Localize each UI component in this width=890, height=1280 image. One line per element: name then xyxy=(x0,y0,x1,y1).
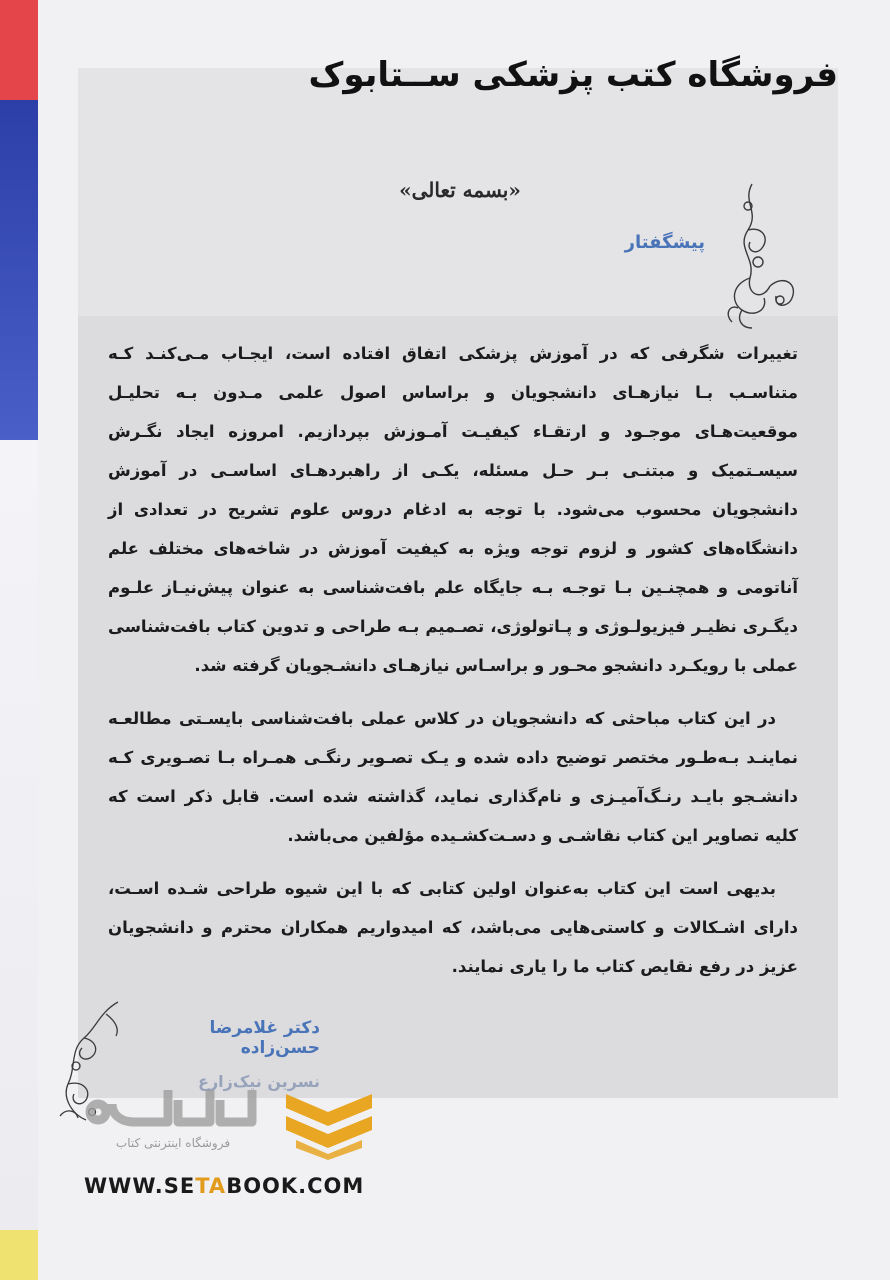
paragraph-1: تغییرات شگرفی که در آموزش پزشکی اتفاق افتاده است، ایجـاب مـی‌کنـد کـه متناسـب بـا نیازهـای دانشجویان و براساس اصول علمی مـدون بـه تحلیـل موقعیت‌هـای موجـود و ارتقـاء کیفیـت آمـوزش بپردازیم. امروزه ایجاد نگـرش سیسـتمیک و مبتنـی بـر حـل مسئله، یکـی از راهبردهـای اساسـی در آموزش دانشجویان محسوب می‌شود. با توجه به ادغام دروس علوم تشریح در تعدادی از دانشگاه‌های کشور و لزوم توجه ویژه به کیفیت آموزش در شاخه‌های مختلف علم آناتومی و همچنـین بـا توجـه بـه جایگاه علم بافت‌شناسی به عنوان پیش‌نیـاز علـوم دیگـری نظیـر فیزیولـوژی و پـاتولوژی، تصـمیم بـه طراحی و تدوین کتاب بافت‌شناسی عملی با رویکـرد دانشجو محـور و براسـاس نیازهـای دانشـجویان گرفته شد. xyxy=(108,344,798,675)
store-title: فروشگاه کتب پزشکی ســتابوک xyxy=(308,55,838,95)
spine-strip-pale xyxy=(0,440,38,1230)
floral-ornament-top-icon xyxy=(712,182,802,332)
url-highlight: TA xyxy=(195,1174,227,1198)
setabook-emblem-icon xyxy=(284,1090,374,1160)
paragraph-3: بدیهی است این کتاب به‌عنوان اولین کتابی که با این شیوه طراحی شـده اسـت، دارای اشـکالات و کاستی‌هایی می‌باشد، که امیدواریم همکاران محترم و دانشجویان عزیز در رفع نقایص کتاب ما را یاری نمایند. xyxy=(108,879,798,976)
url-prefix: WWW.SE xyxy=(84,1174,196,1198)
paragraph-2: در این کتاب مباحثی که دانشجویان در کلاس عملی بافت‌شناسی بایسـتی مطالعـه نماینـد بـه‌طـور مختصر توضیح داده شده و یـک تصـویر رنگـی همـراه بـا تصـویری کـه دانشـجو بایـد رنـگ‌آمیـزی و نام‌گذاری نماید، گذاشته شده است. قابل ذکر است که کلیه تصاویر این کتاب نقاشـی و دسـت‌کشـیده مؤلفین می‌باشد. xyxy=(108,709,798,845)
author-name-2: نسرین نیک‌زارع xyxy=(198,1072,320,1091)
spine-strip-blue xyxy=(0,100,38,440)
preface-body xyxy=(108,334,798,1000)
url-suffix: BOOK.COM xyxy=(226,1174,365,1198)
setabook-wordmark-logo xyxy=(82,1082,262,1142)
spine-strip-red xyxy=(0,0,38,100)
store-url[interactable] xyxy=(84,1174,364,1198)
section-heading: پیشگفتار xyxy=(624,232,705,253)
bismillah: «بسمه تعالی» xyxy=(399,178,521,202)
author-name-1: دکتر غلامرضا حسن‌زاده xyxy=(209,1018,320,1058)
logo-tagline: فروشگاه اینترنتی کتاب xyxy=(115,1136,231,1150)
spine-strip-yellow xyxy=(0,1230,38,1280)
